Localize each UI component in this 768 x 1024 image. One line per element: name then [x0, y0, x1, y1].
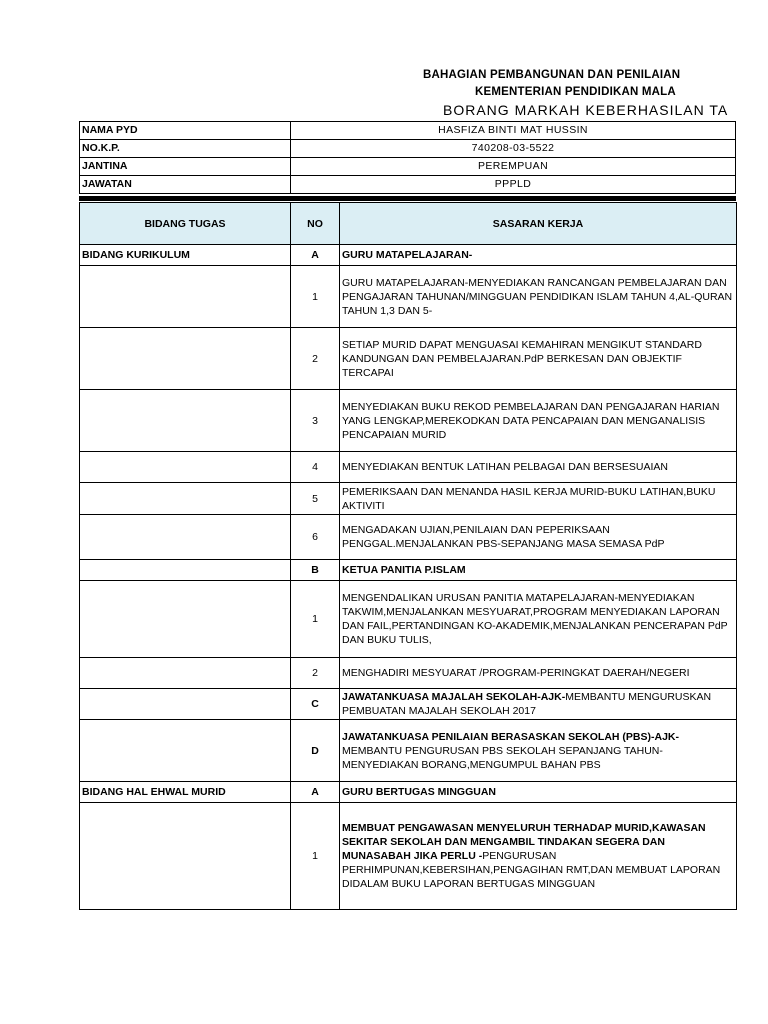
no-cell: 6 [291, 515, 340, 560]
table-row [80, 328, 737, 390]
sasaran-cell: MENGADAKAN UJIAN,PENILAIAN DAN PEPERIKSAAN PENGGAL.MENJALANKAN PBS-SEPANJANG MASA SEMASA PdP [340, 515, 737, 560]
bidang-cell [80, 483, 291, 515]
jantina-value: PEREMPUAN [291, 158, 736, 176]
table-row [80, 515, 737, 560]
column-header-sasaran-kerja: SASARAN KERJA [340, 203, 737, 245]
sasaran-text: PENGURUSAN PERHIMPUNAN,KEBERSIHAN,PENGAGIHAN RMT,DAN MEMBUAT LAPORAN DIDALAM BUKU LAPORAN BERTUGAS MINGGUAN [342, 850, 721, 890]
no-cell: 3 [291, 390, 340, 452]
sasaran-bold-text: JAWATANKUASA PENILAIAN BERASASKAN SEKOLAH (PBS)-AJK- [342, 730, 679, 743]
info-row-jantina [80, 158, 736, 176]
sasaran-cell: SETIAP MURID DAPAT MENGUASAI KEMAHIRAN MENGIKUT STANDARD KANDUNGAN DAN PEMBELAJARAN.PdP BERKESAN DAN OBJEKTIF TERCAPAI [340, 328, 737, 390]
sasaran-cell [340, 689, 737, 720]
column-header-bidang-tugas: BIDANG TUGAS [80, 203, 291, 245]
table-row [80, 689, 737, 720]
sasaran-text: MEMBANTU PENGURUSAN PBS SEKOLAH SEPANJANG TAHUN-MENYEDIAKAN BORANG,MENGUMPUL BAHAN PBS [342, 744, 663, 771]
sasaran-cell [340, 720, 737, 782]
header-form-title: BORANG MARKAH KEBERHASILAN TA [443, 102, 729, 118]
sasaran-bold-text: MEMBUAT PENGAWASAN MENYELURUH TERHADAP MURID,KAWASAN SEKITAR SEKOLAH DAN MENGAMBIL TINDAKAN SEGERA DAN MUNASABAH JIKA PERLU - [342, 822, 706, 862]
sasaran-cell: MENGENDALIKAN URUSAN PANITIA MATAPELAJARAN-MENYEDIAKAN TAKWIM,MENJALANKAN MESYUARAT,PROGRAM MENYEDIAKAN LAPORAN DAN FAIL,PERTANDINGAN KO-AKADEMIK,MENJALANKAN PENCERAPAN PdP DAN BUKU TULIS, [340, 581, 737, 658]
document-header [0, 66, 768, 120]
jawatan-label: JAWATAN [80, 176, 291, 194]
column-header-no: NO [291, 203, 340, 245]
no-cell: D [291, 720, 340, 782]
bidang-cell [80, 689, 291, 720]
no-cell: C [291, 689, 340, 720]
no-cell: 1 [291, 803, 340, 910]
bidang-cell [80, 720, 291, 782]
no-cell: 5 [291, 483, 340, 515]
table-row [80, 581, 737, 658]
sasaran-cell: GURU MATAPELAJARAN- [340, 245, 737, 266]
bidang-cell [80, 803, 291, 910]
info-row-nama [80, 122, 736, 140]
table-row [80, 560, 737, 581]
table-row [80, 803, 737, 910]
no-cell: A [291, 782, 340, 803]
jawatan-value: PPPLD [291, 176, 736, 194]
bidang-cell [80, 328, 291, 390]
bidang-cell [80, 452, 291, 483]
table-row [80, 390, 737, 452]
nokp-label: NO.K.P. [80, 140, 291, 158]
section-divider [79, 196, 736, 201]
no-cell: 2 [291, 328, 340, 390]
personal-info-table [79, 121, 736, 194]
no-cell: 2 [291, 658, 340, 689]
table-header-row [80, 203, 737, 245]
sasaran-cell: GURU MATAPELAJARAN-MENYEDIAKAN RANCANGAN PEMBELAJARAN DAN PENGAJARAN TAHUNAN/MINGGUAN PENDIDIKAN ISLAM TAHUN 4,AL-QURAN TAHUN 1,3 DAN 5- [340, 266, 737, 328]
table-row [80, 658, 737, 689]
table-row [80, 245, 737, 266]
sasaran-cell: KETUA PANITIA P.ISLAM [340, 560, 737, 581]
sasaran-kerja-table [79, 202, 737, 910]
table-row [80, 483, 737, 515]
sasaran-cell: MENYEDIAKAN BUKU REKOD PEMBELAJARAN DAN PENGAJARAN HARIAN YANG LENGKAP,MEREKODKAN DATA PENCAPAIAN DAN MENGANALISIS PENCAPAIAN MURID [340, 390, 737, 452]
bidang-cell [80, 581, 291, 658]
sasaran-bold-text: JAWATANKUASA MAJALAH SEKOLAH-AJK- [342, 691, 566, 703]
sasaran-cell: MENGHADIRI MESYUARAT /PROGRAM-PERINGKAT DAERAH/NEGERI [340, 658, 737, 689]
jantina-label: JANTINA [80, 158, 291, 176]
bidang-cell [80, 390, 291, 452]
sasaran-cell: GURU BERTUGAS MINGGUAN [340, 782, 737, 803]
bidang-cell: BIDANG HAL EHWAL MURID [80, 782, 291, 803]
bidang-cell [80, 266, 291, 328]
no-cell: 4 [291, 452, 340, 483]
info-row-nokp [80, 140, 736, 158]
table-row [80, 720, 737, 782]
sasaran-text: MEMBANTU MENGURUSKAN PEMBUATAN MAJALAH SEKOLAH 2017 [342, 691, 712, 717]
table-row [80, 266, 737, 328]
sasaran-cell [340, 803, 737, 910]
bidang-cell [80, 658, 291, 689]
bidang-cell [80, 560, 291, 581]
no-cell: A [291, 245, 340, 266]
bidang-cell [80, 515, 291, 560]
nokp-value: 740208-03-5522 [291, 140, 736, 158]
sasaran-cell: PEMERIKSAAN DAN MENANDA HASIL KERJA MURID-BUKU LATIHAN,BUKU AKTIVITI [340, 483, 737, 515]
table-row [80, 452, 737, 483]
bidang-cell: BIDANG KURIKULUM [80, 245, 291, 266]
table-row [80, 782, 737, 803]
nama-label: NAMA PYD [80, 122, 291, 140]
no-cell: 1 [291, 266, 340, 328]
header-ministry: KEMENTERIAN PENDIDIKAN MALA [475, 86, 676, 98]
no-cell: B [291, 560, 340, 581]
info-row-jawatan [80, 176, 736, 194]
header-department: BAHAGIAN PEMBANGUNAN DAN PENILAIAN [423, 69, 681, 81]
sasaran-cell: MENYEDIAKAN BENTUK LATIHAN PELBAGAI DAN BERSESUAIAN [340, 452, 737, 483]
no-cell: 1 [291, 581, 340, 658]
nama-value: HASFIZA BINTI MAT HUSSIN [291, 122, 736, 140]
